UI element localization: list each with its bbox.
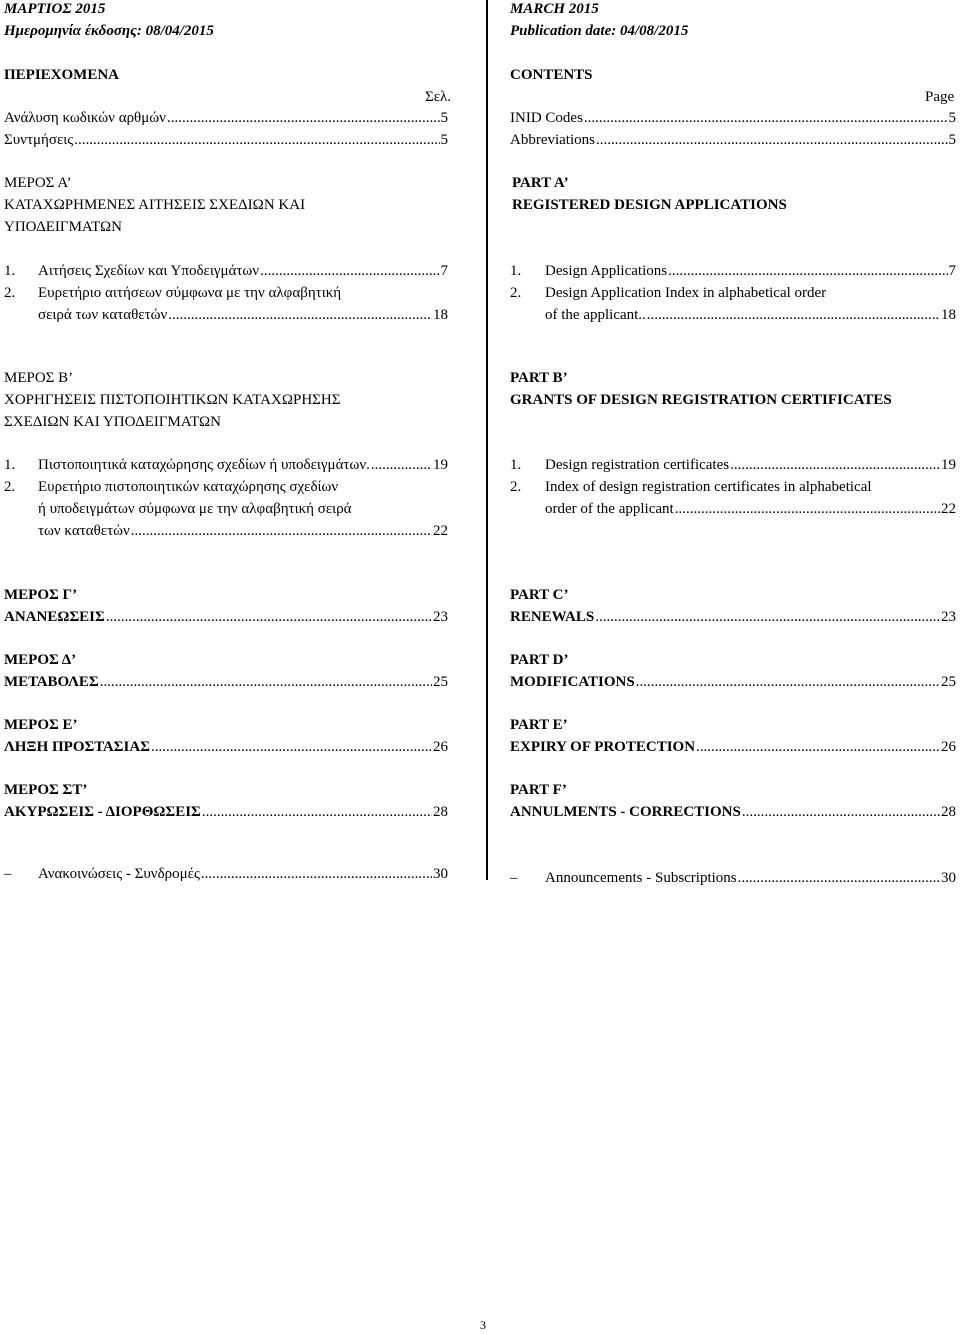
item-number: 1.	[4, 263, 16, 279]
leader-dots	[202, 803, 432, 821]
toc-label: EXPIRY OF PROTECTION	[510, 739, 696, 755]
toc-page: 5	[948, 110, 956, 126]
announce-dash-gr: –	[4, 866, 12, 882]
header-month-en: MARCH 2015	[510, 1, 599, 17]
toc-page: 23	[941, 609, 956, 625]
partA-title-en: PART A’	[512, 175, 569, 191]
leader-dots	[151, 738, 432, 756]
toc-partA-item1-gr[interactable]	[38, 262, 448, 280]
toc-page: 28	[941, 804, 956, 820]
toc-label: Συντμήσεις	[4, 132, 74, 148]
toc-page: 22	[941, 501, 956, 517]
leader-dots	[595, 608, 940, 626]
toc-partF-gr[interactable]	[4, 803, 448, 821]
toc-announce-gr[interactable]	[38, 865, 448, 883]
leader-dots	[201, 865, 432, 883]
toc-partB-item2-line2-gr: ή υποδειγμάτων σύμφωνα με την αλφαβητική σειρά	[38, 501, 352, 517]
leader-dots	[168, 306, 432, 324]
toc-label: ΑΚΥΡΩΣΕΙΣ - ΔΙΟΡΘΩΣΕΙΣ	[4, 804, 201, 820]
leader-dots	[371, 456, 432, 474]
partF-title-gr: ΜΕΡΟΣ ΣΤ’	[4, 782, 88, 798]
contents-title-gr: ΠΕΡΙΕΧΟΜΕΝΑ	[4, 67, 120, 83]
toc-abbr-en[interactable]	[510, 131, 956, 149]
leader-dots	[636, 673, 940, 691]
toc-partB-item2-gr[interactable]	[38, 522, 448, 540]
toc-label: Πιστοποιητικά καταχώρησης σχεδίων ή υποδειγμάτων.	[38, 457, 370, 473]
toc-label: των καταθετών	[38, 523, 130, 539]
page-label-en: Page	[925, 89, 955, 105]
partB-title-gr: ΜΕΡΟΣ Β’	[4, 370, 74, 386]
toc-page: 23	[433, 609, 448, 625]
partA-heading-gr: ΚΑΤΑΧΩΡΗΜΕΝΕΣ ΑΙΤΗΣΕΙΣ ΣΧΕΔΙΩΝ ΚΑΙ	[4, 197, 306, 213]
toc-partB-item2-line1-en: Index of design registration certificates in alphabetical	[545, 479, 872, 495]
leader-dots	[596, 131, 948, 149]
announce-dash-en: –	[510, 870, 518, 886]
toc-inid-gr[interactable]	[4, 109, 448, 127]
partA-heading-en: REGISTERED DESIGN APPLICATIONS	[512, 197, 787, 213]
partB-heading-gr: ΧΟΡΗΓΗΣΕΙΣ ΠΙΣΤΟΠΟΙΗΤΙΚΩΝ ΚΑΤΑΧΩΡΗΣΗΣ	[4, 392, 341, 408]
toc-partE-gr[interactable]	[4, 738, 448, 756]
toc-label: INID Codes	[510, 110, 583, 126]
toc-label: RENEWALS	[510, 609, 595, 625]
item-number: 2.	[4, 479, 16, 495]
partD-title-en: PART D’	[510, 652, 569, 668]
partD-title-gr: ΜΕΡΟΣ Δ’	[4, 652, 77, 668]
header-pubdate-gr: Ημερομηνία έκδοσης: 08/04/2015	[4, 23, 214, 39]
header-pubdate-en: Publication date: 04/08/2015	[510, 23, 689, 39]
leader-dots	[742, 803, 940, 821]
page-number: 3	[480, 1318, 486, 1332]
toc-partD-en[interactable]	[510, 673, 956, 691]
toc-partB-item2-line1-gr: Ευρετήριο πιστοποιητικών καταχώρησης σχεδίων	[38, 479, 339, 495]
item-number: 1.	[510, 263, 522, 279]
toc-partA-item2-gr[interactable]	[38, 306, 448, 324]
toc-partA-item1-en[interactable]	[545, 262, 956, 280]
toc-partA-item2-line1-en: Design Application Index in alphabetical order	[545, 285, 827, 301]
leader-dots	[584, 109, 948, 127]
leader-dots	[100, 673, 432, 691]
toc-partF-en[interactable]	[510, 803, 956, 821]
partE-title-en: PART E’	[510, 717, 568, 733]
partC-title-en: PART C’	[510, 587, 569, 603]
toc-page: 5	[948, 132, 956, 148]
leader-dots	[131, 522, 432, 540]
leader-dots	[738, 869, 940, 887]
item-number: 1.	[4, 457, 16, 473]
page-label-gr: Σελ.	[425, 89, 452, 105]
toc-partE-en[interactable]	[510, 738, 956, 756]
toc-page: 7	[440, 263, 448, 279]
partB-title-en: PART B’	[510, 370, 568, 386]
toc-partB-item1-gr[interactable]	[38, 456, 448, 474]
toc-page: 19	[433, 457, 448, 473]
toc-label: ANNULMENTS - CORRECTIONS	[510, 804, 741, 820]
leader-dots	[696, 738, 940, 756]
toc-label: MODIFICATIONS	[510, 674, 635, 690]
toc-label: Design registration certificates	[545, 457, 730, 473]
leader-dots	[260, 262, 439, 280]
partC-title-gr: ΜΕΡΟΣ Γ’	[4, 587, 78, 603]
toc-page: 25	[433, 674, 448, 690]
leader-dots	[730, 456, 940, 474]
leader-dots	[668, 262, 947, 280]
toc-label: order of the applicant	[545, 501, 674, 517]
toc-partA-item2-line1-gr: Ευρετήριο αιτήσεων σύμφωνα με την αλφαβητική	[38, 285, 342, 301]
partA-heading2-gr: ΥΠΟΔΕΙΓΜΑΤΩΝ	[4, 219, 122, 235]
toc-label: Αιτήσεις Σχεδίων και Υποδειγμάτων	[38, 263, 260, 279]
column-divider	[486, 0, 488, 880]
toc-label: Abbreviations	[510, 132, 595, 148]
partF-title-en: PART F’	[510, 782, 567, 798]
toc-page: 19	[941, 457, 956, 473]
toc-abbr-gr[interactable]	[4, 131, 448, 149]
toc-page: 25	[941, 674, 956, 690]
partB-heading-en: GRANTS OF DESIGN REGISTRATION CERTIFICATES	[510, 392, 892, 408]
toc-label: σειρά των καταθετών	[38, 307, 168, 323]
toc-partC-gr[interactable]	[4, 608, 448, 626]
toc-label: ΑΝΑΝΕΩΣΕΙΣ	[4, 609, 105, 625]
toc-announce-en[interactable]	[545, 869, 956, 887]
toc-page: 22	[433, 523, 448, 539]
toc-label: Announcements - Subscriptions	[545, 870, 737, 886]
toc-page: 30	[433, 866, 448, 882]
leader-dots	[106, 608, 432, 626]
toc-page: 18	[941, 307, 956, 323]
toc-partB-item1-en[interactable]	[545, 456, 956, 474]
item-number: 2.	[510, 285, 522, 301]
toc-label: Ανάλυση κωδικών αρθμών	[4, 110, 166, 126]
item-number: 1.	[510, 457, 522, 473]
partB-heading2-gr: ΣΧΕΔΙΩΝ ΚΑΙ ΥΠΟΔΕΙΓΜΑΤΩΝ	[4, 414, 221, 430]
toc-inid-en[interactable]	[510, 109, 956, 127]
item-number: 2.	[510, 479, 522, 495]
toc-label: ΛΗΞΗ ΠΡΟΣΤΑΣΙΑΣ	[4, 739, 150, 755]
leader-dots	[675, 500, 940, 518]
toc-label: Ανακοινώσεις - Συνδρομές	[38, 866, 200, 882]
toc-page: 26	[941, 739, 956, 755]
toc-label: of the applicant..	[545, 307, 646, 323]
partA-title-gr: ΜΕΡΟΣ Α’	[4, 175, 72, 191]
toc-page: 30	[941, 870, 956, 886]
toc-partC-en[interactable]	[510, 608, 956, 626]
partE-title-gr: ΜΕΡΟΣ Ε’	[4, 717, 78, 733]
contents-title-en: CONTENTS	[510, 67, 593, 83]
toc-page: 5	[440, 110, 448, 126]
toc-page: 7	[948, 263, 956, 279]
toc-page: 26	[433, 739, 448, 755]
toc-page: 5	[440, 132, 448, 148]
toc-partD-gr[interactable]	[4, 673, 448, 691]
leader-dots	[74, 131, 439, 149]
toc-page: 28	[433, 804, 448, 820]
leader-dots	[167, 109, 440, 127]
toc-partB-item2-en[interactable]	[545, 500, 956, 518]
toc-page: 18	[433, 307, 448, 323]
item-number: 2.	[4, 285, 16, 301]
toc-partA-item2-en[interactable]	[545, 306, 956, 324]
leader-dots	[647, 306, 940, 324]
toc-label: Design Applications	[545, 263, 668, 279]
toc-label: ΜΕΤΑΒΟΛΕΣ	[4, 674, 99, 690]
header-month-gr: ΜΑΡΤΙΟΣ 2015	[4, 1, 106, 17]
